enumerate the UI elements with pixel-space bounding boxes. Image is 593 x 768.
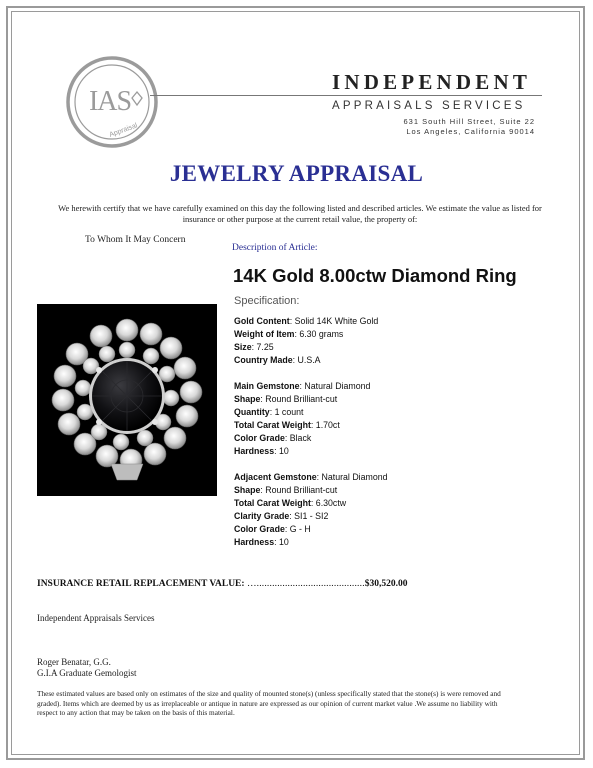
- spec-row: Main Gemstone: Natural Diamond: [234, 381, 371, 391]
- spec-row: Hardness: 10: [234, 446, 289, 456]
- address-line-1: 631 South Hill Street, Suite 22: [403, 117, 535, 126]
- signer-title: G.I.A Graduate Gemologist: [37, 668, 137, 678]
- spec-row: Size: 7.25: [234, 342, 274, 352]
- ias-logo: [66, 56, 158, 148]
- address-line-2: Los Angeles, California 90014: [406, 127, 535, 136]
- description-label: Description of Article:: [232, 243, 318, 253]
- spec-group-adjacent-gemstone: [234, 471, 388, 549]
- insurance-value-line: [37, 579, 408, 589]
- recipient: To Whom It May Concern: [85, 235, 186, 245]
- svg-text:IAS: IAS: [88, 86, 132, 117]
- spec-row: Country Made: U.S.A: [234, 355, 321, 365]
- document-title: JEWELRY APPRAISAL: [169, 161, 424, 186]
- insurance-value-amount: $30,520.00: [364, 579, 408, 589]
- spec-row: Color Grade: Black: [234, 433, 312, 443]
- spec-row: Adjacent Gemstone: Natural Diamond: [234, 472, 388, 482]
- header-rule: [150, 95, 542, 96]
- spec-row: Color Grade: G - H: [234, 524, 311, 534]
- ring-photo: [37, 304, 217, 496]
- spec-row: Shape: Round Brilliant-cut: [234, 394, 338, 404]
- leader-dots: …..........................................: [246, 579, 365, 589]
- intro-paragraph: We herewith certify that we have carefully examined on this day the following listed and described articles. We estimate the value as listed for insurance or other purpose at the current retail value, the property of:: [58, 203, 542, 224]
- item-title: 14K Gold 8.00ctw Diamond Ring: [233, 265, 517, 286]
- spec-row: Clarity Grade: SI1 - SI2: [234, 511, 329, 521]
- spec-row: Shape: Round Brilliant-cut: [234, 485, 338, 495]
- spec-row: Quantity: 1 count: [234, 407, 304, 417]
- company-subtitle: APPRAISALS SERVICES: [332, 100, 526, 112]
- spec-group-main-gemstone: [234, 380, 370, 458]
- spec-row: Gold Content: Solid 14K White Gold: [234, 316, 379, 326]
- insurance-value-label: INSURANCE RETAIL REPLACEMENT VALUE:: [37, 579, 245, 589]
- signer-block: [37, 657, 136, 679]
- company-name: INDEPENDENT: [332, 70, 532, 94]
- specification-label: Specification:: [234, 295, 300, 307]
- spec-row: Total Carat Weight: 6.30ctw: [234, 498, 347, 508]
- spec-row: Total Carat Weight: 1.70ct: [234, 420, 340, 430]
- signer-name: Roger Benatar, G.G.: [37, 657, 111, 667]
- spec-row: Hardness: 10: [234, 537, 289, 547]
- footer-company: Independent Appraisals Services: [37, 613, 155, 623]
- disclaimer: These estimated values are based only on estimates of the size and quality of mounted stone(s) (unless specifically stated that the stone(s) is were removed and graded). Items which are deemed by us as irreplaceable or antique in nature are expressed as our opinion of current market value .We assume no liability with respect to any action that may be taken on the basis of this material.: [37, 689, 501, 717]
- spec-row: Weight of Item: 6.30 grams: [234, 329, 344, 339]
- spec-group-general: [234, 315, 378, 367]
- svg-text:Appraisal: Appraisal: [108, 122, 139, 139]
